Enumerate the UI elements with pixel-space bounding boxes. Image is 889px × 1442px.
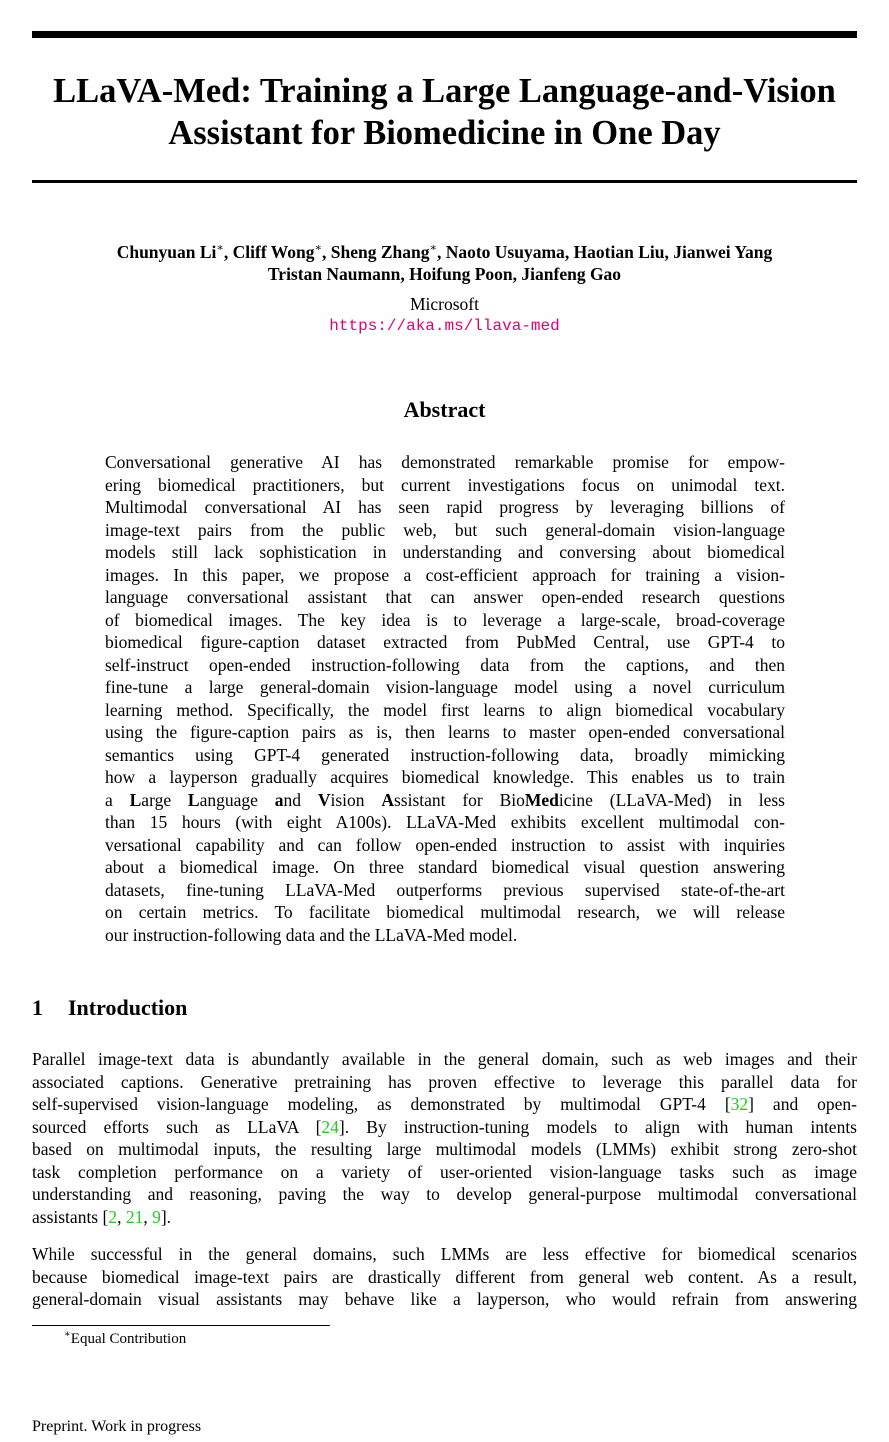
paragraph-line: understanding and reasoning, paving the way to develop general-purpose multimodal conversational <box>32 1184 857 1204</box>
abstract-line: self-instruct open-ended instruction-following data from the captions, and then <box>105 654 785 675</box>
acronym-letter: Med <box>524 789 559 810</box>
preprint-note: Preprint. Work in progress <box>32 1418 202 1435</box>
abstract-line: using the figure-caption pairs as is, then learns to master open-ended conversational <box>105 722 785 742</box>
citation-link[interactable]: 21 <box>125 1206 144 1227</box>
author-name: Jianwei Yang <box>673 242 773 262</box>
author-name: Sheng Zhang <box>330 242 430 262</box>
author-line: Tristan Naumann, Hoifung Poon, Jianfeng Gao <box>267 264 622 284</box>
author-name: Cliff Wong <box>232 242 315 262</box>
abstract-body <box>105 451 785 946</box>
abstract-line: models still lack sophistication in understanding and conversing about biomedical <box>105 542 785 562</box>
footnote-text: Equal Contribution <box>70 1331 187 1347</box>
abstract-line: biomedical figure-caption dataset extracted from PubMed Central, use GPT-4 to <box>105 632 785 652</box>
citation-link[interactable]: 9 <box>152 1206 161 1227</box>
abstract-line: of biomedical images. The key idea is to leverage a large-scale, broad-coverage <box>105 609 785 630</box>
abstract-line: Multimodal conversational AI has seen rapid progress by leveraging billions of <box>105 497 785 517</box>
citation-link[interactable]: 32 <box>730 1094 749 1114</box>
paragraph-line: task completion performance on a variety of user-oriented vision-language tasks such as image <box>32 1161 857 1182</box>
abstract-line: about a biomedical image. On three standard biomedical visual question answering <box>105 857 785 877</box>
paragraph-line: general-domain visual assistants may behave like a layperson, who would refrain from answering <box>32 1289 857 1309</box>
bottom-rule <box>32 180 857 183</box>
paragraph-line: associated captions. Generative pretraining has proven effective to leverage this parallel data for <box>32 1071 857 1092</box>
paragraph-line: Parallel image-text data is abundantly available in the general domain, such as web images and their <box>32 1049 857 1069</box>
top-rule <box>32 31 857 38</box>
citation-link[interactable]: 24 <box>321 1116 339 1137</box>
paragraph-line: based on multimodal inputs, the resulting large multimodal models (LMMs) exhibit strong zero-shot <box>32 1139 857 1159</box>
equal-contribution-mark: ∗ <box>314 242 322 255</box>
abstract-line: than 15 hours (with eight A100s). LLaVA-Med exhibits excellent multimodal con- <box>105 812 785 832</box>
abstract-line: on certain metrics. To facilitate biomedical multimodal research, we will release <box>105 902 785 922</box>
acronym-letter: A <box>381 789 394 810</box>
project-url[interactable]: https://aka.ms/llava-med <box>329 317 560 335</box>
abstract-line: semantics using GPT-4 generated instruction-following data, broadly mimicking <box>105 744 785 765</box>
citation-link[interactable]: 2 <box>108 1206 118 1227</box>
abstract-line: image-text pairs from the public web, but such general-domain vision-language <box>105 519 785 540</box>
affiliation: Microsoft <box>409 294 480 314</box>
abstract-line: learning method. Specifically, the model first learns to align biomedical vocabulary <box>105 699 785 720</box>
equal-contribution-mark: ∗ <box>429 242 437 255</box>
abstract-line: a Large Language and Vision Assistant for BioMedicine (LLaVA-Med) in less <box>105 789 785 810</box>
author-line: Chunyuan Li∗, Cliff Wong∗, Sheng Zhang∗, Naoto Usuyama, Haotian Liu, Jianwei Yang <box>116 242 773 262</box>
abstract-line: Conversational generative AI has demonstrated remarkable promise for empow- <box>105 452 785 472</box>
footnote-rule <box>32 1325 330 1326</box>
intro-paragraph <box>32 1243 857 1311</box>
abstract-line: datasets, fine-tuning LLaVA-Med outperforms previous supervised state-of-the-art <box>105 879 785 900</box>
paragraph-line: because biomedical image-text pairs are drastically different from general web content. As a result, <box>32 1266 857 1287</box>
acronym-letter: L <box>187 789 200 810</box>
author-name: Naoto Usuyama <box>445 242 565 262</box>
acronym-letter: a <box>274 789 284 810</box>
paragraph-line: assistants [2, 21, 9]. <box>32 1206 172 1227</box>
paragraph-line: While successful in the general domains, such LMMs are less effective for biomedical scenarios <box>32 1244 857 1264</box>
author-list <box>32 241 857 285</box>
abstract-line: our instruction-following data and the LLaVA-Med model. <box>105 924 518 945</box>
acronym-letter: L <box>129 789 142 810</box>
acronym-letter: V <box>317 789 331 810</box>
abstract-line: how a layperson gradually acquires biomedical knowledge. This enables us to train <box>105 767 785 787</box>
author-name: Chunyuan Li <box>116 242 217 262</box>
title-line: Assistant for Biomedicine in One Day <box>168 114 721 152</box>
equal-contribution-mark: ∗ <box>216 242 224 255</box>
abstract-line: language conversational assistant that can answer open-ended research questions <box>105 587 785 607</box>
abstract-line: versational capability and can follow open-ended instruction to assist with inquiries <box>105 834 785 855</box>
paragraph-line: sourced efforts such as LLaVA [24]. By instruction-tuning models to align with human intents <box>32 1116 857 1137</box>
section-heading <box>32 994 857 1022</box>
abstract-line: fine-tune a large general-domain vision-language model using a novel curriculum <box>105 677 785 697</box>
abstract-heading: Abstract <box>403 397 486 422</box>
footnote-mark: ∗ <box>64 1329 71 1340</box>
footnote <box>64 1329 186 1349</box>
abstract-line: images. In this paper, we propose a cost-efficient approach for training a vision- <box>105 564 785 585</box>
section-number: 1 <box>32 995 43 1020</box>
author-name: Haotian Liu <box>573 242 665 262</box>
abstract-line: ering biomedical practitioners, but current investigations focus on unimodal text. <box>105 474 785 495</box>
paragraph-line: self-supervised vision-language modeling, as demonstrated by multimodal GPT-4 [32] and open- <box>32 1094 857 1114</box>
section-title: Introduction <box>68 995 188 1020</box>
title-line: LLaVA-Med: Training a Large Language-and-Vision <box>53 72 836 110</box>
intro-paragraph <box>32 1048 857 1228</box>
paper-title <box>32 70 857 154</box>
